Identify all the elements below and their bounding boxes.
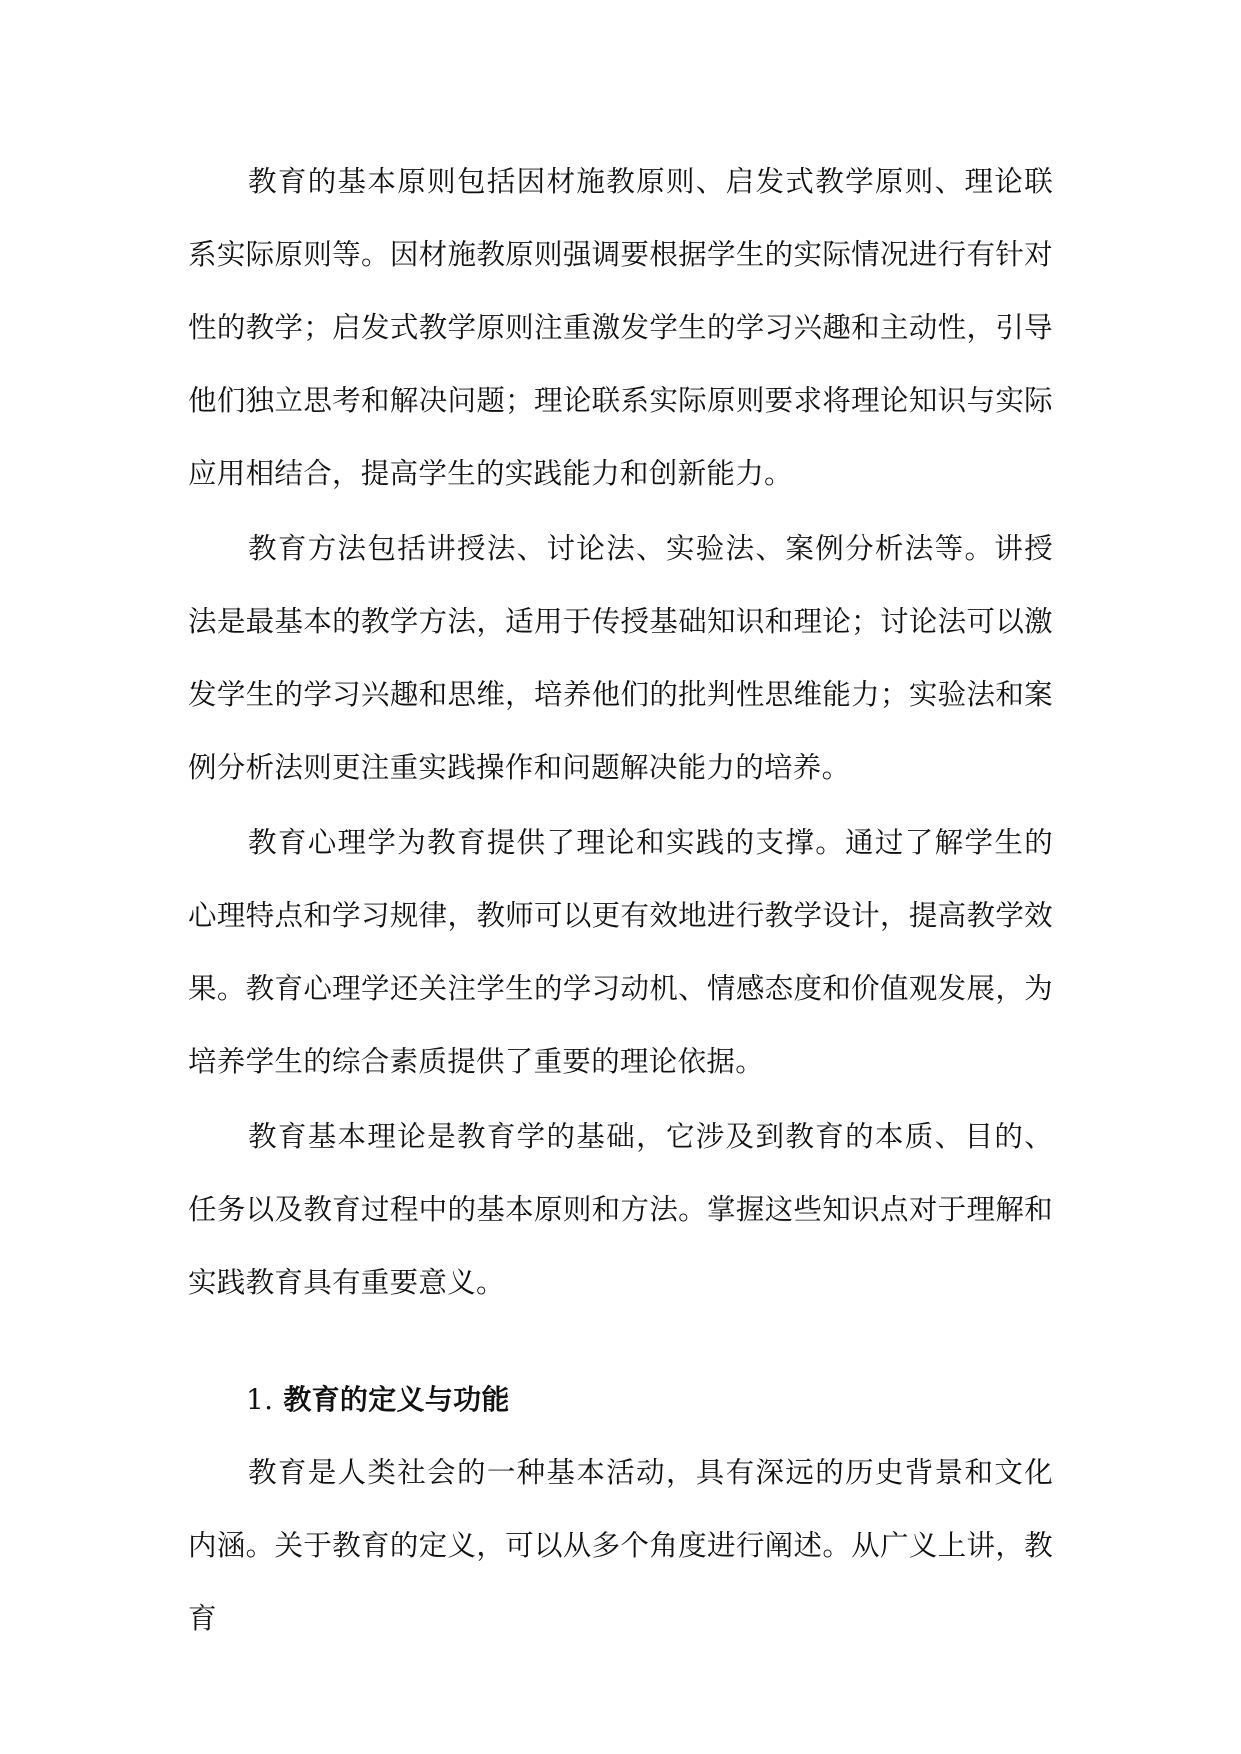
- section-title: 教育的定义与功能: [283, 1383, 510, 1416]
- paragraph-basic-theory: 教育基本理论是教育学的基础，它涉及到教育的本质、目的、任务以及教育过程中的基本原则和方法。掌握这些知识点对于理解和实践教育具有重要意义。: [188, 1120, 1053, 1299]
- section-heading: [188, 1363, 1053, 1436]
- paragraph-definition: 教育是人类社会的一种基本活动，具有深远的历史背景和文化内涵。关于教育的定义，可以从多个角度进行阐述。从广义上讲，教育: [188, 1456, 1053, 1635]
- paragraph-psychology: 教育心理学为教育提供了理论和实践的支撑。通过了解学生的心理特点和学习规律，教师可以更有效地进行教学设计，提高教学效果。教育心理学还关注学生的学习动机、情感态度和价值观发展，为培养学生的综合素质提供了重要的理论依据。: [188, 826, 1053, 1078]
- document-body: [188, 145, 1053, 1657]
- section-number: 1.: [246, 1383, 274, 1416]
- paragraph-principles: 教育的基本原则包括因材施教原则、启发式教学原则、理论联系实际原则等。因材施教原则强调要根据学生的实际情况进行有针对性的教学；启发式教学原则注重激发学生的学习兴趣和主动性，引导他们独立思考和解决问题；理论联系实际原则要求将理论知识与实际应用相结合，提高学生的实践能力和创新能力。: [188, 165, 1053, 490]
- paragraph-methods: 教育方法包括讲授法、讨论法、实验法、案例分析法等。讲授法是最基本的教学方法，适用于传授基础知识和理论；讨论法可以激发学生的学习兴趣和思维，培养他们的批判性思维能力；实验法和案例分析法则更注重实践操作和问题解决能力的培养。: [188, 532, 1053, 784]
